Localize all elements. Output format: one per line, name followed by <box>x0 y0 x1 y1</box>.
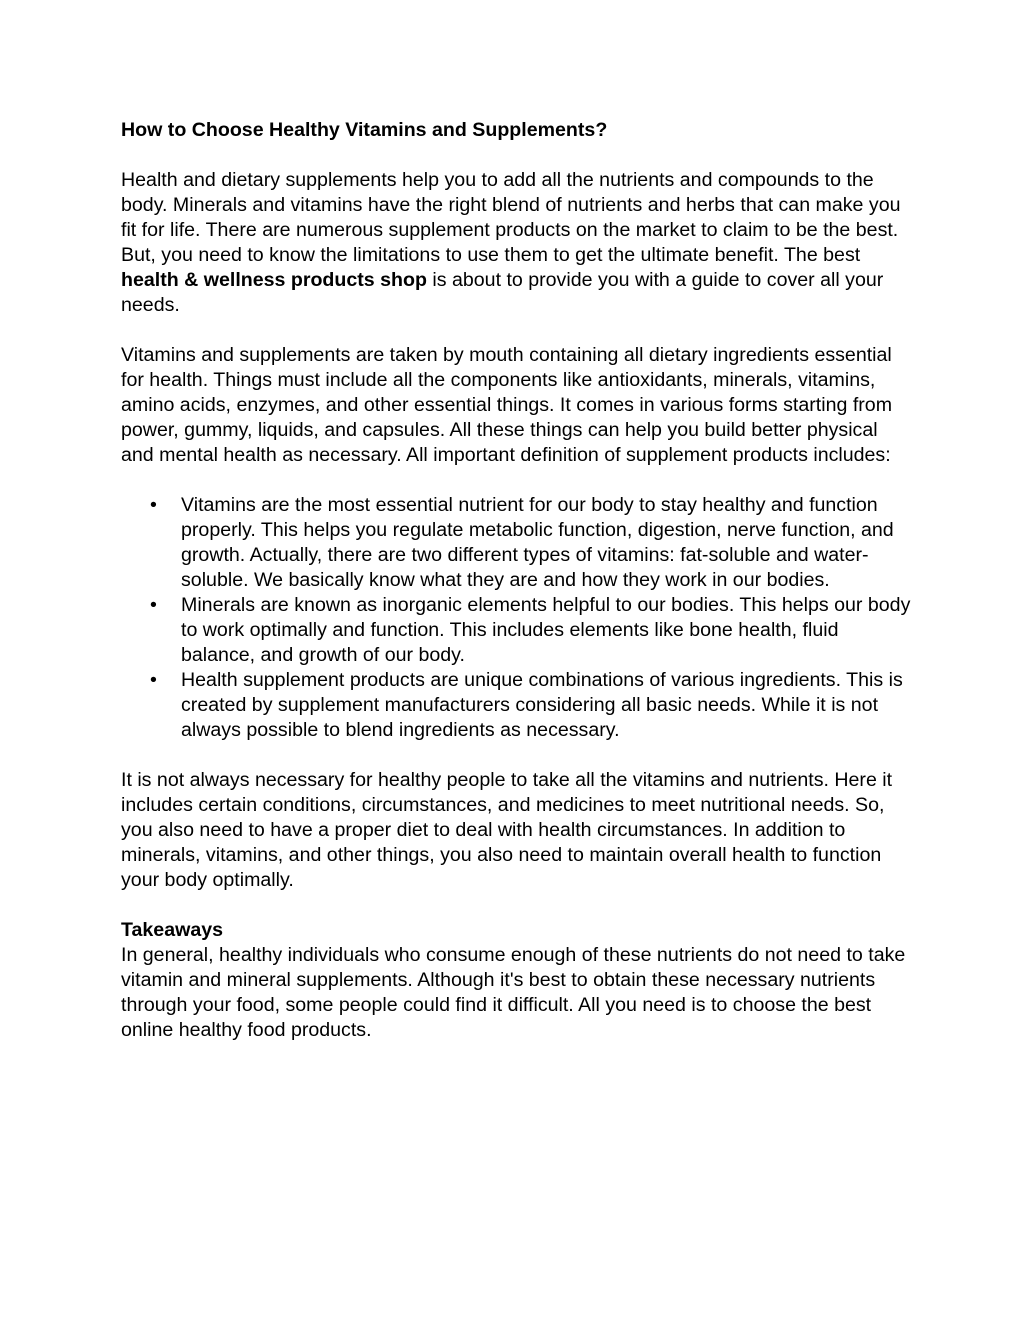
list-item <box>150 493 911 593</box>
list-item-text: Health supplement products are unique combinations of various ingredients. This is created by supplement manufacturers considering all basic needs. While it is not always possible to blend ingredients as necessary. <box>181 669 903 741</box>
document-page <box>121 118 911 1043</box>
paragraph-diet: It is not always necessary for healthy people to take all the vitamins and nutrients. Here it includes certain conditions, circumstances, and medicines to meet nutritional needs. So, you also need to have a proper diet to deal with health circumstances. In addition to minerals, vitamins, and other things, you also need to maintain overall health to function your body optimally. <box>121 769 893 891</box>
list-item-text: Minerals are known as inorganic elements helpful to our bodies. This helps our body to work optimally and function. This includes elements like bone health, fluid balance, and growth of our body. <box>181 594 911 666</box>
takeaways-text: In general, healthy individuals who consume enough of these nutrients do not need to take vitamin and mineral supplements. Although it's best to obtain these necessary nutrients through your food, some people could find it difficult. All you need is to choose the best online healthy food products. <box>121 944 906 1041</box>
bullet-icon: • <box>150 594 157 616</box>
supplement-definition-list <box>121 493 911 743</box>
paragraph-forms: Vitamins and supplements are taken by mouth containing all dietary ingredients essential for health. Things must include all the components like antioxidants, minerals, vitamins, amino acids, enzymes, and other essential things. It comes in various forms starting from power, gummy, liquids, and capsules. All these things can help you build better physical and mental health as necessary. All important definition of supplement products includes: <box>121 344 893 466</box>
document-title: How to Choose Healthy Vitamins and Supplements? <box>121 119 608 141</box>
takeaways-heading: Takeaways <box>121 919 224 941</box>
intro-text-before: Health and dietary supplements help you to add all the nutrients and compounds to the body. Minerals and vitamins have the right blend of nutrients and herbs that can make you fit for life. There are numerous supplement products on the market to claim to be the best. But, you need to know the limitations to use them to get the ultimate benefit. The best <box>121 169 901 266</box>
list-item <box>150 668 911 743</box>
shop-link-text: health & wellness products shop <box>121 269 427 291</box>
bullet-icon: • <box>150 494 157 516</box>
list-item-text: Vitamins are the most essential nutrient for our body to stay healthy and function properly. This helps you regulate metabolic function, digestion, nerve function, and growth. Actually, there are two different types of vitamins: fat-soluble and water-soluble. We basically know what they are and how they work in our bodies. <box>181 494 894 591</box>
list-item <box>150 593 911 668</box>
bullet-icon: • <box>150 669 157 691</box>
intro-text-after: is about to provide you with a guide to cover all your needs. <box>121 269 884 316</box>
intro-paragraph <box>121 168 911 318</box>
